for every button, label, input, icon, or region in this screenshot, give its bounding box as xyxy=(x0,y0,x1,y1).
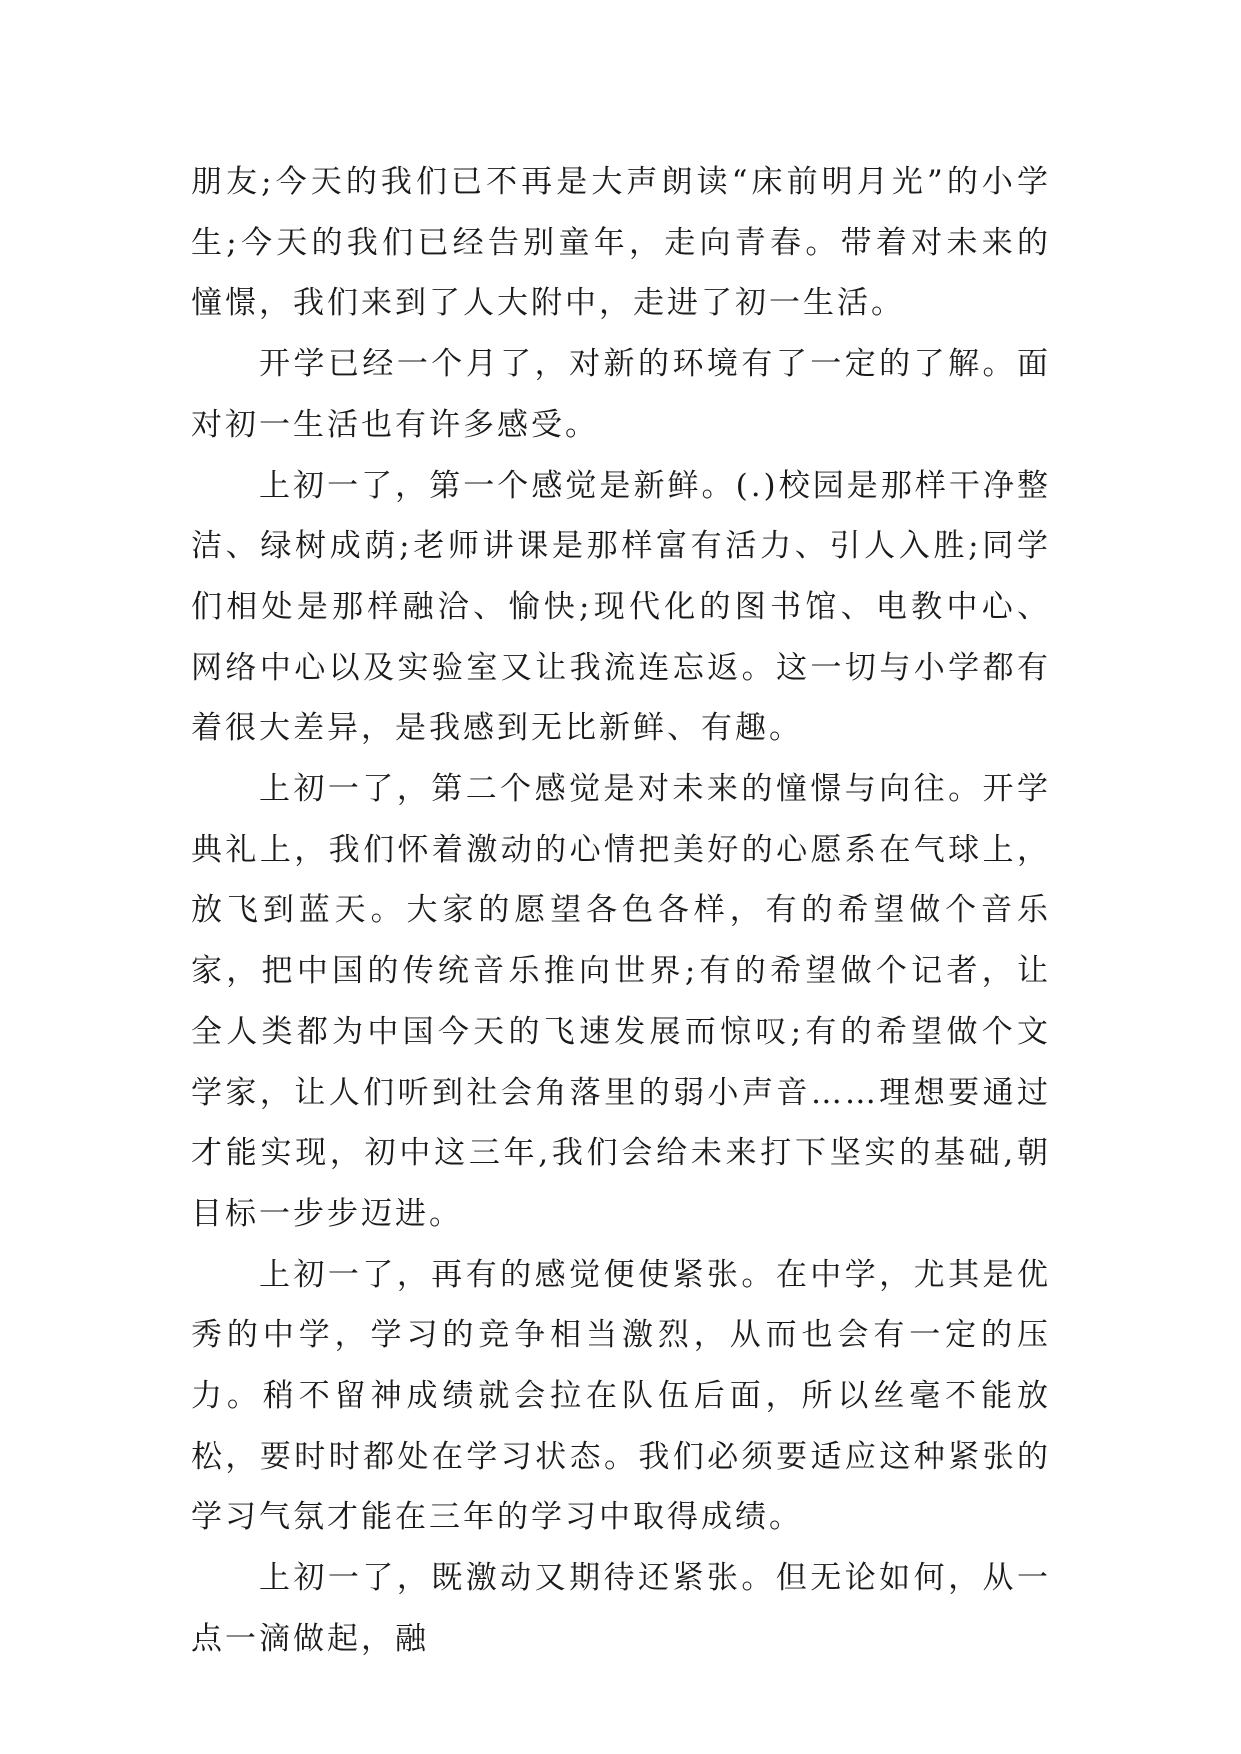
paragraph-5: 上初一了，再有的感觉便使紧张。在中学，尤其是优秀的中学，学习的竞争相当激烈，从而也会有一定的压力。稍不留神成绩就会拉在队伍后面，所以丝毫不能放松，要时时都处在学习状态。我们必须要适应这种紧张的学习气氛才能在三年的学习中取得成绩。 xyxy=(191,1256,1051,1536)
paragraph-3: 上初一了，第一个感觉是新鲜。(.)校园是那样干净整洁、绿树成荫;老师讲课是那样富有活力、引人入胜;同学们相处是那样融洽、愉快;现代化的图书馆、电教中心、网络中心以及实验室又让我流连忘返。这一切与小学都有着很大差异，是我感到无比新鲜、有趣。 xyxy=(191,467,1051,747)
paragraph-2: 开学已经一个月了，对新的环境有了一定的了解。面对初一生活也有许多感受。 xyxy=(191,346,1051,443)
paragraph-4: 上初一了，第二个感觉是对未来的憧憬与向往。开学典礼上，我们怀着激动的心情把美好的心愿系在气球上，放飞到蓝天。大家的愿望各色各样，有的希望做个音乐家，把中国的传统音乐推向世界;有的希望做个记者，让全人类都为中国今天的飞速发展而惊叹;有的希望做个文学家，让人们听到社会角落里的弱小声音……理想要通过才能实现，初中这三年,我们会给未来打下坚实的基础,朝目标一步步迈进。 xyxy=(191,771,1051,1232)
paragraph-6: 上初一了，既激动又期待还紧张。但无论如何，从一点一滴做起，融 xyxy=(191,1560,1051,1657)
paragraph-1: 朋友;今天的我们已不再是大声朗读“床前明月光”的小学生;今天的我们已经告别童年，走向青春。带着对未来的憧憬，我们来到了人大附中，走进了初一生活。 xyxy=(191,164,1051,322)
document-body xyxy=(191,152,1051,1670)
